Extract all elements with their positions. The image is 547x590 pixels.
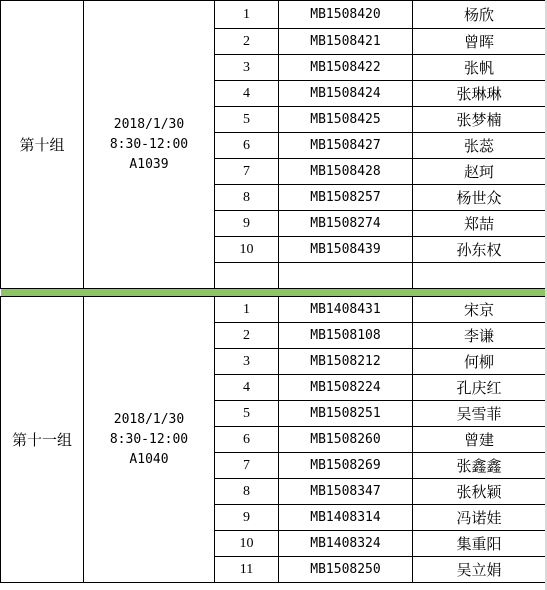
row-number-cell: 9 xyxy=(215,211,279,237)
session-date: 2018/1/30 xyxy=(113,411,185,427)
session-cell xyxy=(84,1,215,289)
row-number-cell: 4 xyxy=(215,375,279,401)
separator-band xyxy=(1,289,546,297)
session-time: 8:30-12:00 xyxy=(109,136,189,152)
row-number-cell xyxy=(215,263,279,289)
student-id-cell: MB1508108 xyxy=(279,323,413,349)
student-name-cell: 赵珂 xyxy=(413,159,546,185)
row-number-cell: 10 xyxy=(215,237,279,263)
student-name-cell: 张鑫鑫 xyxy=(413,453,546,479)
session-date: 2018/1/30 xyxy=(113,116,185,132)
row-number-cell: 4 xyxy=(215,81,279,107)
student-name-cell: 孔庆红 xyxy=(413,375,546,401)
student-name-cell: 李谦 xyxy=(413,323,546,349)
row-number-cell: 3 xyxy=(215,55,279,81)
student-name-cell: 张梦楠 xyxy=(413,107,546,133)
row-number-cell: 7 xyxy=(215,159,279,185)
session-room: A1040 xyxy=(129,451,169,467)
student-id-cell: MB1508422 xyxy=(279,55,413,81)
student-id-cell: MB1408431 xyxy=(279,297,413,323)
student-name-cell: 张琳琳 xyxy=(413,81,546,107)
student-id-cell: MB1508439 xyxy=(279,237,413,263)
student-id-cell: MB1508425 xyxy=(279,107,413,133)
student-id-cell: MB1508224 xyxy=(279,375,413,401)
student-name-cell: 吴雪菲 xyxy=(413,401,546,427)
student-name-cell: 张蕊 xyxy=(413,133,546,159)
row-number-cell: 8 xyxy=(215,479,279,505)
student-name-cell: 张帆 xyxy=(413,55,546,81)
row-number-cell: 11 xyxy=(215,557,279,583)
row-number-cell: 1 xyxy=(215,1,279,29)
student-id-cell: MB1508428 xyxy=(279,159,413,185)
student-name-cell: 宋京 xyxy=(413,297,546,323)
row-number-cell: 9 xyxy=(215,505,279,531)
group-name-cell: 第十组 xyxy=(1,1,84,289)
row-number-cell: 10 xyxy=(215,531,279,557)
row-number-cell: 6 xyxy=(215,133,279,159)
student-id-cell: MB1508250 xyxy=(279,557,413,583)
row-number-cell: 7 xyxy=(215,453,279,479)
student-id-cell: MB1508269 xyxy=(279,453,413,479)
group-name-cell: 第十一组 xyxy=(1,297,84,583)
table-row xyxy=(1,1,546,29)
student-id-cell: MB1508420 xyxy=(279,1,413,29)
session-time: 8:30-12:00 xyxy=(109,431,189,447)
student-name-cell: 集重阳 xyxy=(413,531,546,557)
student-id-cell xyxy=(279,263,413,289)
student-id-cell: MB1508421 xyxy=(279,29,413,55)
session-cell xyxy=(84,297,215,583)
row-number-cell: 2 xyxy=(215,323,279,349)
student-id-cell: MB1508274 xyxy=(279,211,413,237)
student-name-cell: 冯诺娃 xyxy=(413,505,546,531)
schedule-body xyxy=(1,1,546,583)
table-row xyxy=(1,297,546,323)
student-id-cell: MB1508427 xyxy=(279,133,413,159)
student-name-cell: 曾建 xyxy=(413,427,546,453)
student-id-cell: MB1508257 xyxy=(279,185,413,211)
row-number-cell: 3 xyxy=(215,349,279,375)
student-id-cell: MB1408324 xyxy=(279,531,413,557)
session-room: A1039 xyxy=(129,156,169,172)
row-number-cell: 8 xyxy=(215,185,279,211)
row-number-cell: 2 xyxy=(215,29,279,55)
student-name-cell: 杨欣 xyxy=(413,1,546,29)
student-name-cell: 何柳 xyxy=(413,349,546,375)
student-id-cell: MB1508424 xyxy=(279,81,413,107)
student-name-cell: 杨世众 xyxy=(413,185,546,211)
student-name-cell: 孙东权 xyxy=(413,237,546,263)
student-id-cell: MB1508212 xyxy=(279,349,413,375)
student-id-cell: MB1508347 xyxy=(279,479,413,505)
row-number-cell: 5 xyxy=(215,401,279,427)
student-id-cell: MB1508251 xyxy=(279,401,413,427)
student-name-cell: 吴立娟 xyxy=(413,557,546,583)
row-number-cell: 5 xyxy=(215,107,279,133)
student-name-cell xyxy=(413,263,546,289)
student-name-cell: 张秋颖 xyxy=(413,479,546,505)
row-number-cell: 6 xyxy=(215,427,279,453)
row-number-cell: 1 xyxy=(215,297,279,323)
student-name-cell: 郑喆 xyxy=(413,211,546,237)
group-separator xyxy=(1,289,546,297)
student-id-cell: MB1408314 xyxy=(279,505,413,531)
student-name-cell: 曾晖 xyxy=(413,29,546,55)
student-id-cell: MB1508260 xyxy=(279,427,413,453)
